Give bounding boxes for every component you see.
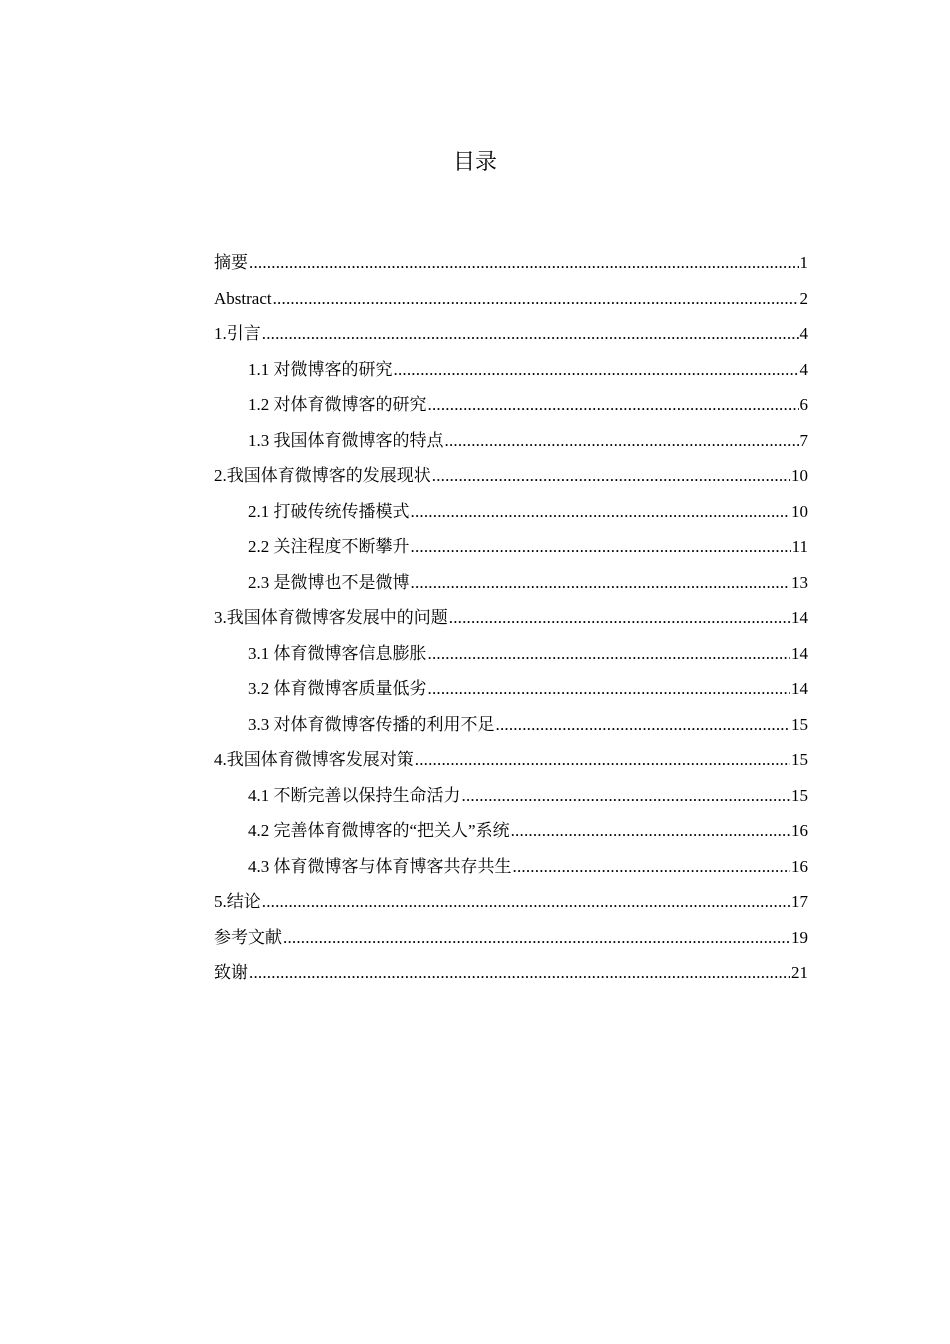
- toc-entry-label: 3.我国体育微博客发展中的问题: [214, 608, 448, 627]
- toc-dot-leader: [513, 849, 791, 885]
- toc-entry-label: 2.1 打破传统传播模式: [248, 501, 410, 521]
- toc-dot-leader: [411, 494, 791, 530]
- toc-entry-page: 6: [799, 395, 808, 414]
- toc-entry-page: 4: [799, 359, 808, 379]
- toc-entry-page: 16: [791, 856, 808, 876]
- toc-dot-leader: [273, 281, 799, 317]
- toc-entry[interactable]: [214, 565, 808, 601]
- toc-dot-leader: [415, 742, 790, 778]
- toc-entry-page: 14: [791, 643, 808, 663]
- toc-entry[interactable]: [214, 849, 808, 885]
- toc-entry-label: 4.1 不断完善以保持生命活力: [248, 785, 461, 805]
- toc-entry-label: 1.引言: [214, 324, 261, 343]
- toc-entry[interactable]: [214, 955, 808, 991]
- toc-dot-leader: [496, 707, 791, 743]
- toc-entry-page: 2: [799, 288, 808, 308]
- toc-entry-label: 5.结论: [214, 892, 261, 911]
- toc-entry[interactable]: [214, 423, 808, 459]
- toc-entry-label: 4.我国体育微博客发展对策: [214, 750, 414, 769]
- toc-entry-page: 4: [799, 324, 808, 343]
- toc-entry-label: 2.2 关注程度不断攀升: [248, 537, 410, 556]
- toc-entry[interactable]: [214, 352, 808, 388]
- toc-entry-label: 2.我国体育微博客的发展现状: [214, 466, 431, 485]
- toc-dot-leader: [249, 245, 799, 281]
- toc-entry[interactable]: [214, 884, 808, 920]
- toc-entry-page: 14: [791, 679, 808, 698]
- toc-entry-page: 10: [791, 466, 808, 485]
- toc-dot-leader: [449, 600, 790, 636]
- toc-dot-leader: [432, 458, 790, 494]
- toc-entry-label: 摘要: [214, 253, 248, 272]
- toc-entry-label: 1.3 我国体育微博客的特点: [248, 430, 444, 450]
- toc-entry-label: Abstract: [214, 288, 272, 308]
- toc-dot-leader: [462, 778, 791, 814]
- toc-entry-page: 10: [791, 501, 808, 521]
- toc-entry-page: 15: [791, 750, 808, 769]
- toc-entry[interactable]: [214, 529, 808, 565]
- toc-entry-label: 3.3 对体育微博客传播的利用不足: [248, 714, 495, 734]
- toc-dot-leader: [428, 387, 799, 423]
- toc-entry-page: 17: [791, 892, 808, 911]
- toc-entry-label: 致谢: [214, 963, 248, 982]
- toc-dot-leader: [445, 423, 799, 459]
- toc-dot-leader: [428, 671, 791, 707]
- toc-title: 目录: [452, 150, 497, 175]
- toc-list: [214, 245, 808, 991]
- toc-dot-leader: [262, 316, 799, 352]
- toc-entry[interactable]: [214, 813, 808, 849]
- toc-entry[interactable]: [214, 742, 808, 778]
- toc-entry-page: 15: [791, 714, 808, 734]
- toc-entry[interactable]: [214, 920, 808, 956]
- toc-entry[interactable]: [214, 707, 808, 743]
- toc-entry-page: 14: [791, 608, 808, 627]
- toc-entry-label: 3.2 体育微博客质量低劣: [248, 679, 427, 698]
- toc-entry-label: 1.2 对体育微博客的研究: [248, 395, 427, 414]
- toc-entry-label: 1.1 对微博客的研究: [248, 359, 393, 379]
- toc-entry-page: 1: [799, 253, 808, 272]
- toc-entry-label: 参考文献: [214, 927, 282, 947]
- toc-entry-page: 13: [791, 572, 808, 592]
- toc-entry-label: 4.3 体育微博客与体育博客共存共生: [248, 856, 512, 876]
- toc-dot-leader: [249, 955, 790, 991]
- toc-entry[interactable]: [214, 600, 808, 636]
- toc-entry[interactable]: [214, 778, 808, 814]
- toc-dot-leader: [411, 529, 791, 565]
- toc-entry[interactable]: [214, 387, 808, 423]
- toc-entry-label: 2.3 是微博也不是微博: [248, 572, 410, 592]
- toc-entry[interactable]: [214, 281, 808, 317]
- toc-dot-leader: [262, 884, 790, 920]
- toc-entry[interactable]: [214, 494, 808, 530]
- toc-dot-leader: [394, 352, 799, 388]
- toc-dot-leader: [511, 813, 790, 849]
- toc-dot-leader: [428, 636, 791, 672]
- toc-entry-page: 15: [791, 785, 808, 805]
- toc-dot-leader: [411, 565, 791, 601]
- toc-entry-label: 4.2 完善体育微博客的“把关人”系统: [248, 821, 510, 840]
- toc-entry[interactable]: [214, 245, 808, 281]
- toc-entry[interactable]: [214, 636, 808, 672]
- toc-entry-page: 11: [791, 537, 808, 556]
- toc-entry-label: 3.1 体育微博客信息膨胀: [248, 643, 427, 663]
- toc-entry-page: 19: [791, 927, 808, 947]
- toc-entry[interactable]: [214, 671, 808, 707]
- toc-entry-page: 21: [791, 963, 808, 982]
- toc-entry[interactable]: [214, 458, 808, 494]
- toc-entry[interactable]: [214, 316, 808, 352]
- toc-dot-leader: [283, 920, 790, 956]
- toc-entry-page: 16: [791, 821, 808, 840]
- toc-entry-page: 7: [799, 430, 808, 450]
